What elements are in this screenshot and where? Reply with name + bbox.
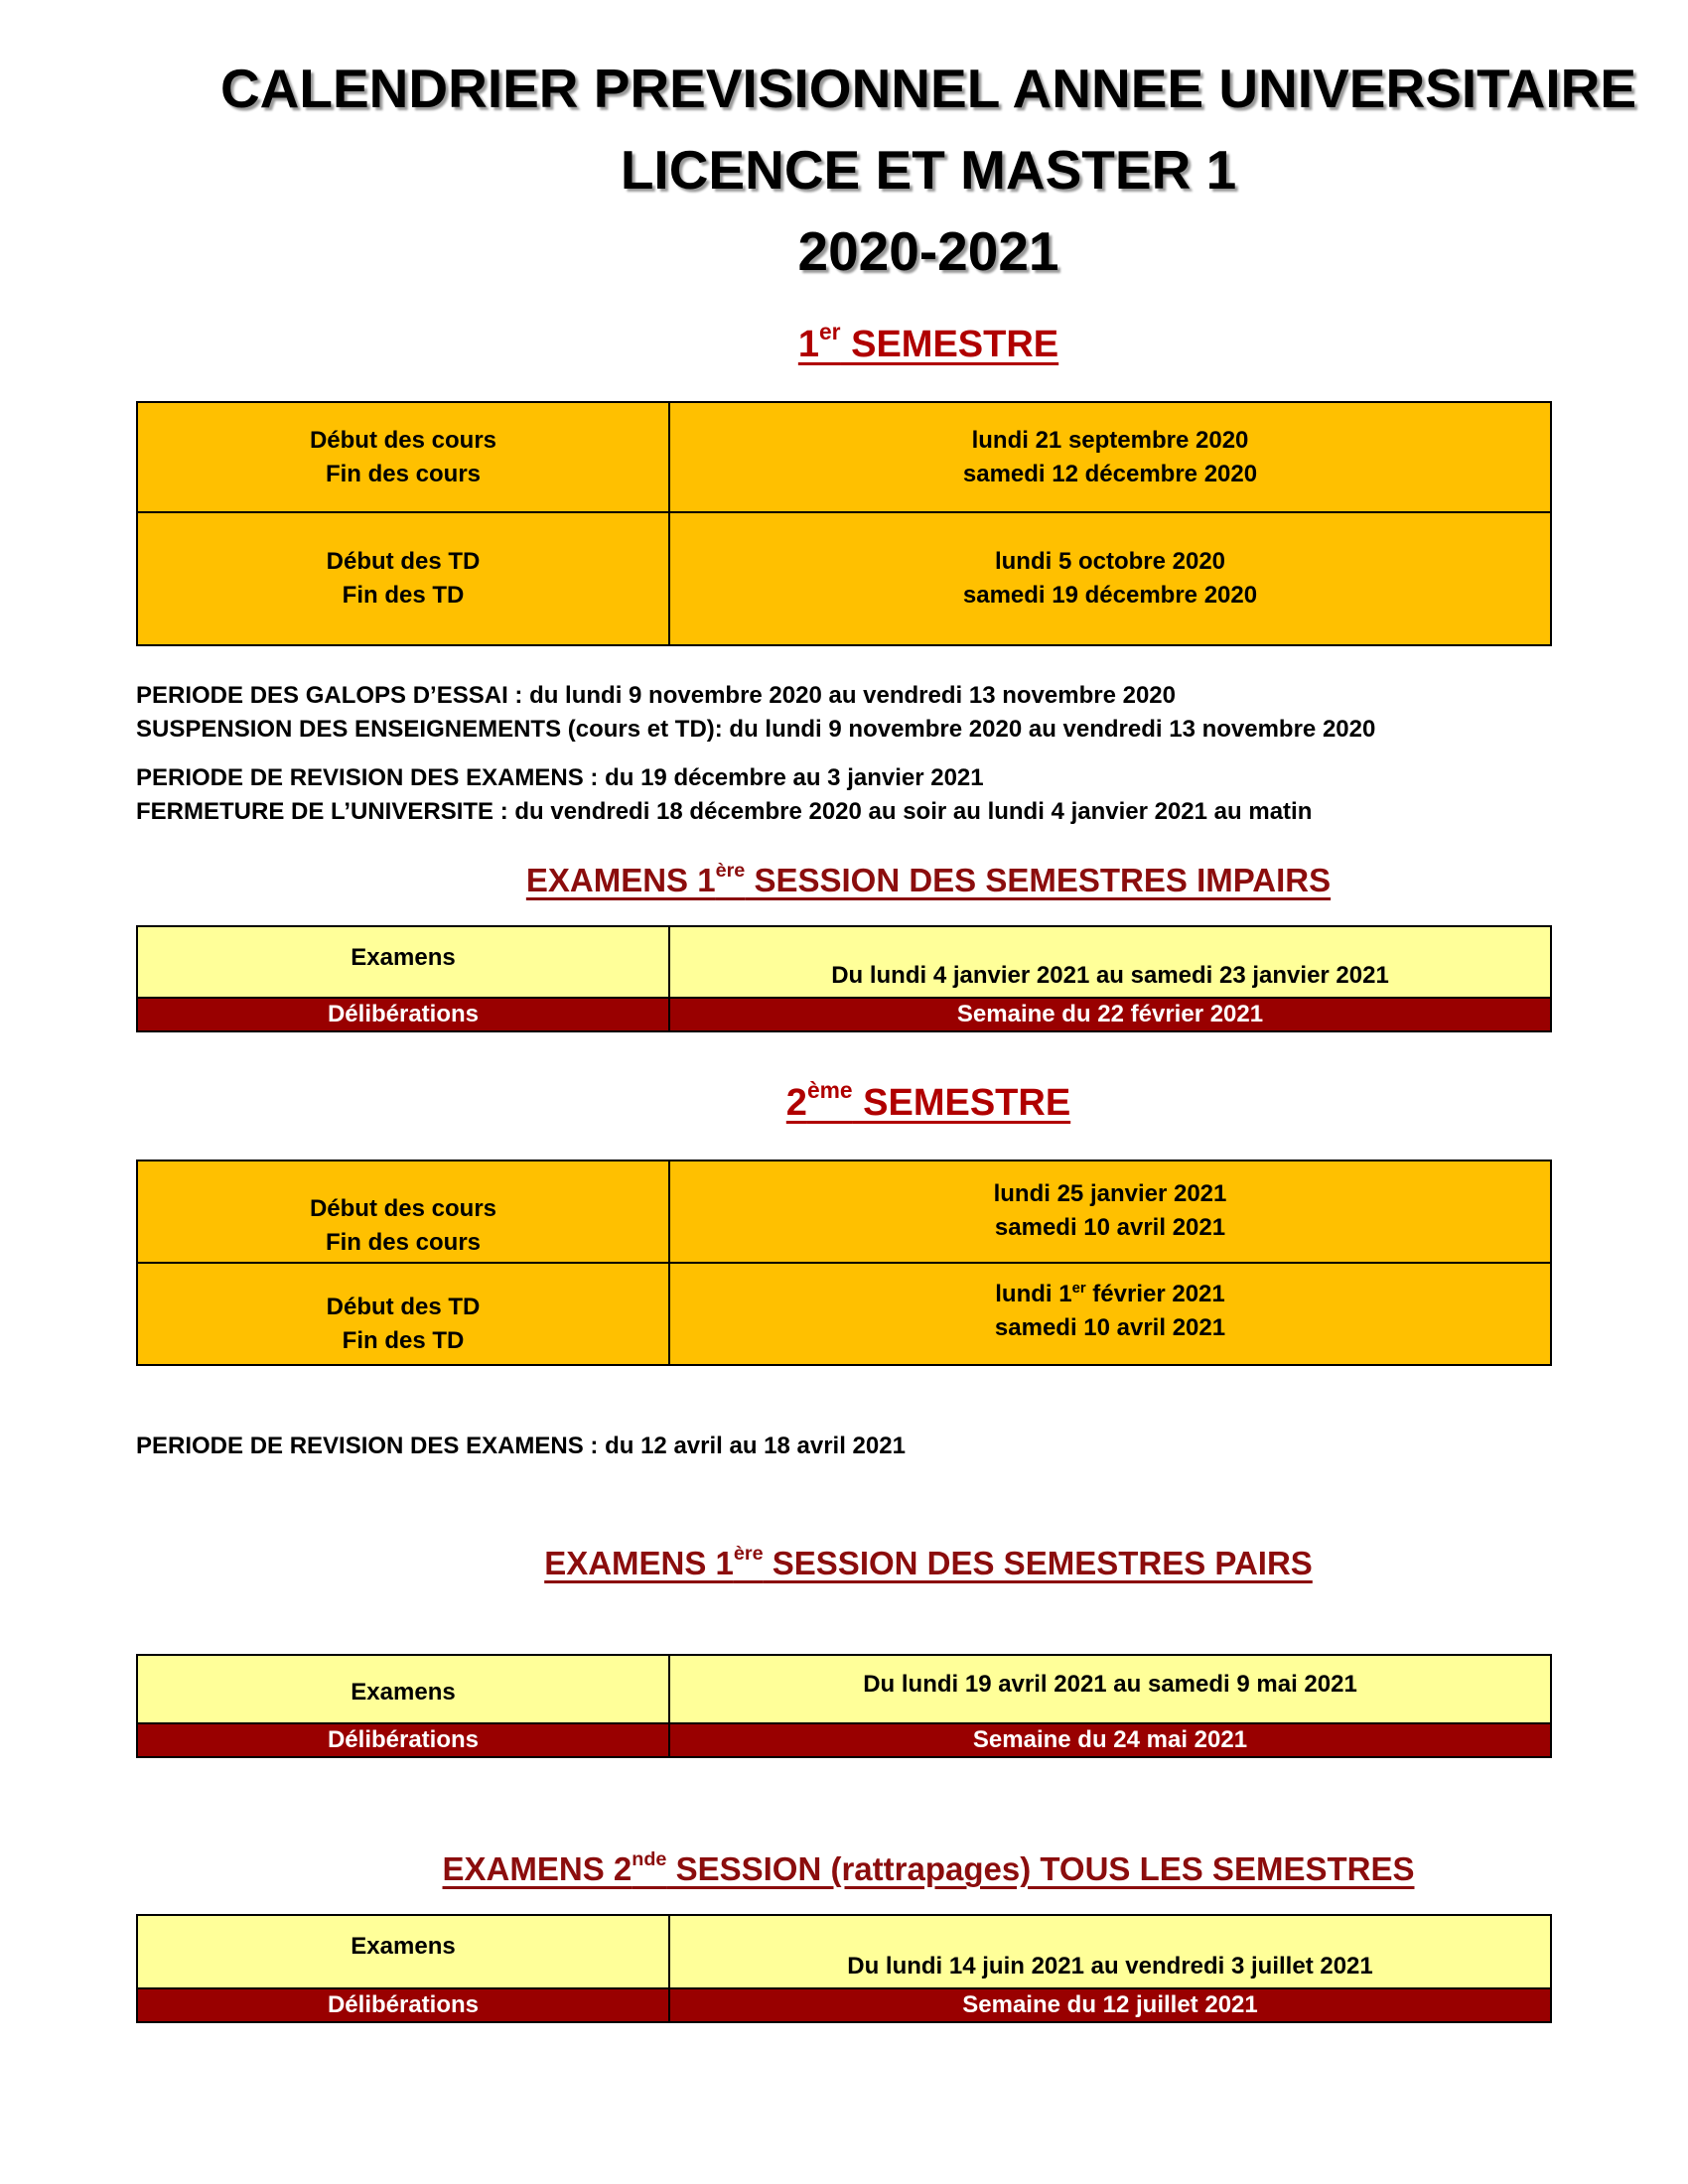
exam-label-cell: Examens (138, 1916, 670, 1987)
td-dates-cell: lundi 5 octobre 2020 samedi 19 décembre 2020 (962, 548, 1258, 609)
exam-label-cell: Examens (138, 927, 670, 997)
td-dates-cell: lundi 1er février 2021 samedi 10 avril 2021 (994, 1280, 1226, 1341)
document-title (0, 48, 1688, 292)
delib-dates-cell: Semaine du 12 juillet 2021 (962, 1991, 1258, 2018)
table-row (138, 1656, 1550, 1722)
table-row (138, 997, 1550, 1030)
exams-impairs-table (136, 925, 1552, 1032)
delib-dates-cell: Semaine du 24 mai 2021 (972, 1726, 1248, 1753)
table-row (138, 511, 1550, 644)
td-label-cell: Début des TD Fin des TD (138, 1264, 670, 1364)
delib-dates-cell: Semaine du 22 février 2021 (956, 1001, 1264, 1027)
exam-label-cell: Examens (138, 1656, 670, 1722)
title-line-2: LICENCE ET MASTER 1 (620, 139, 1237, 201)
cours-dates-cell: lundi 21 septembre 2020 samedi 12 décembre 2020 (962, 426, 1258, 487)
semester-2-table (136, 1160, 1552, 1366)
table-row (138, 403, 1550, 511)
note-galops: PERIODE DES GALOPS D’ESSAI : du lundi 9 novembre 2020 au vendredi 13 novembre 2020 (136, 682, 1176, 709)
exams-pairs-heading: EXAMENS 1ère SESSION DES SEMESTRES PAIRS (544, 1543, 1313, 1581)
td-label-cell: Début des TD Fin des TD (138, 513, 670, 644)
note-revision-2: PERIODE DE REVISION DES EXAMENS : du 12 avril au 18 avril 2021 (136, 1433, 906, 1459)
title-line-1: CALENDRIER PREVISIONNEL ANNEE UNIVERSITAIRE (219, 58, 1637, 119)
note-fermeture: FERMETURE DE L’UNIVERSITE : du vendredi 18 décembre 2020 au soir au lundi 4 janvier 2021 au matin (136, 798, 1313, 825)
exams-session2-heading: EXAMENS 2nde SESSION (rattrapages) TOUS LES SEMESTRES (442, 1848, 1415, 1887)
note-suspension: SUSPENSION DES ENSEIGNEMENTS (cours et TD): du lundi 9 novembre 2020 au vendredi 13 novembre 2020 (136, 716, 1376, 743)
table-row (138, 1161, 1550, 1262)
table-row (138, 1262, 1550, 1364)
cours-dates-cell: lundi 25 janvier 2021 samedi 10 avril 2021 (993, 1179, 1227, 1241)
note-revision-1: PERIODE DE REVISION DES EXAMENS : du 19 décembre au 3 janvier 2021 (136, 764, 984, 791)
delib-label-cell: Délibérations (138, 999, 670, 1030)
delib-label-cell: Délibérations (138, 1989, 670, 2021)
exams-session2-table (136, 1914, 1552, 2023)
table-row (138, 1916, 1550, 1987)
exams-impairs-heading: EXAMENS 1ère SESSION DES SEMESTRES IMPAIRS (525, 860, 1332, 898)
semester-2-heading: 2ème SEMESTRE (785, 1076, 1071, 1124)
table-row (138, 927, 1550, 997)
table-row (138, 1722, 1550, 1756)
table-row (138, 1987, 1550, 2021)
exam-dates-cell: Du lundi 14 juin 2021 au vendredi 3 juillet 2021 (847, 1953, 1373, 1979)
cours-label-cell: Début des cours Fin des cours (138, 1161, 670, 1262)
exam-dates-cell: Du lundi 19 avril 2021 au samedi 9 mai 2021 (863, 1671, 1357, 1698)
cours-label-cell: Début des cours Fin des cours (138, 403, 670, 511)
delib-label-cell: Délibérations (138, 1724, 670, 1756)
semester-1-table (136, 401, 1552, 646)
exams-pairs-table (136, 1654, 1552, 1758)
exam-dates-cell: Du lundi 4 janvier 2021 au samedi 23 janvier 2021 (831, 962, 1389, 989)
semester-1-heading: 1er SEMESTRE (797, 318, 1059, 365)
title-line-3: 2020-2021 (797, 220, 1059, 282)
